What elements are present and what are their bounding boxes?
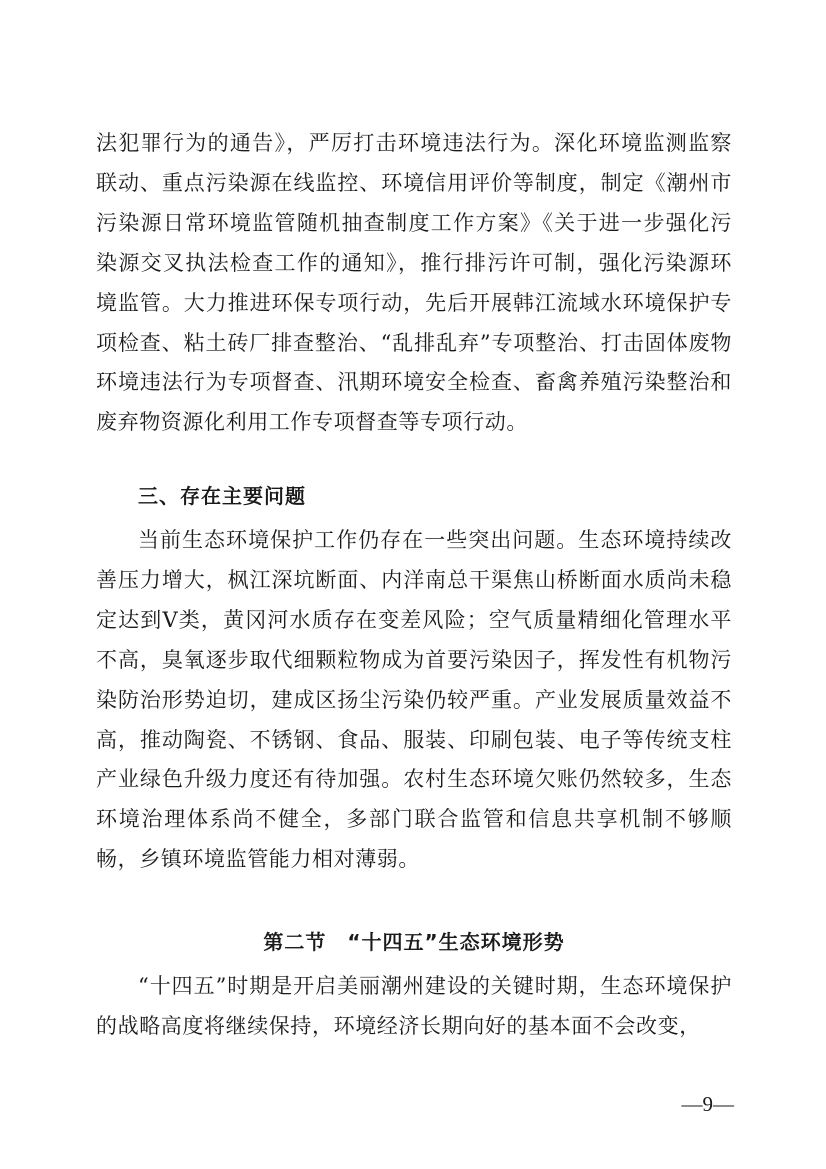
body-paragraph-problems: 当前生态环境保护工作仍存在一些突出问题。生态环境持续改善压力增大，枫江深坑断面、内洋南总干渠焦山桥断面水质尚未稳定达到Ⅴ类，黄冈河水质存在变差风险；空气质量精细化管理水平不高，臭氧逐步取代细颗粒物成为首要污染因子，挥发性有机物污染防治形势迫切，建成区扬尘污染仍较严重。产业发展质量效益不高，推动陶瓷、不锈钢、食品、服装、印刷包装、电子等传统支柱产业绿色升级力度还有待加强。农村生态环境欠账仍然较多，生态环境治理体系尚不健全，多部门联合监管和信息共享机制不够顺畅，乡镇环境监管能力相对薄弱。 xyxy=(96,528,732,872)
chapter-heading: 第二节 “十四五”生态环境形势 xyxy=(263,930,565,954)
page-number: —9— xyxy=(681,1092,734,1116)
body-paragraph-situation: “十四五”时期是开启美丽潮州建设的关键时期，生态环境保护的战略高度将继续保持，环境经济长期向好的基本面不会改变， xyxy=(96,974,732,1038)
section-heading: 三、存在主要问题 xyxy=(138,484,306,508)
body-paragraph-enforcement: 法犯罪行为的通告》，严厉打击环境违法行为。深化环境监测监察联动、重点污染源在线监控、环境信用评价等制度，制定《潮州市污染源日常环境监管随机抽查制度工作方案》《关于进一步强化污染源交叉执法检查工作的通知》，推行排污许可制，强化污染源环境监管。大力推进环保专项行动，先后开展韩江流域水环境保护专项检查、粘土砖厂排查整治、“乱排乱弃”专项整治、打击固体废物环境违法行为专项督查、汛期环境安全检查、畜禽养殖污染整治和废弃物资源化利用工作专项督查等专项行动。 xyxy=(96,131,732,435)
